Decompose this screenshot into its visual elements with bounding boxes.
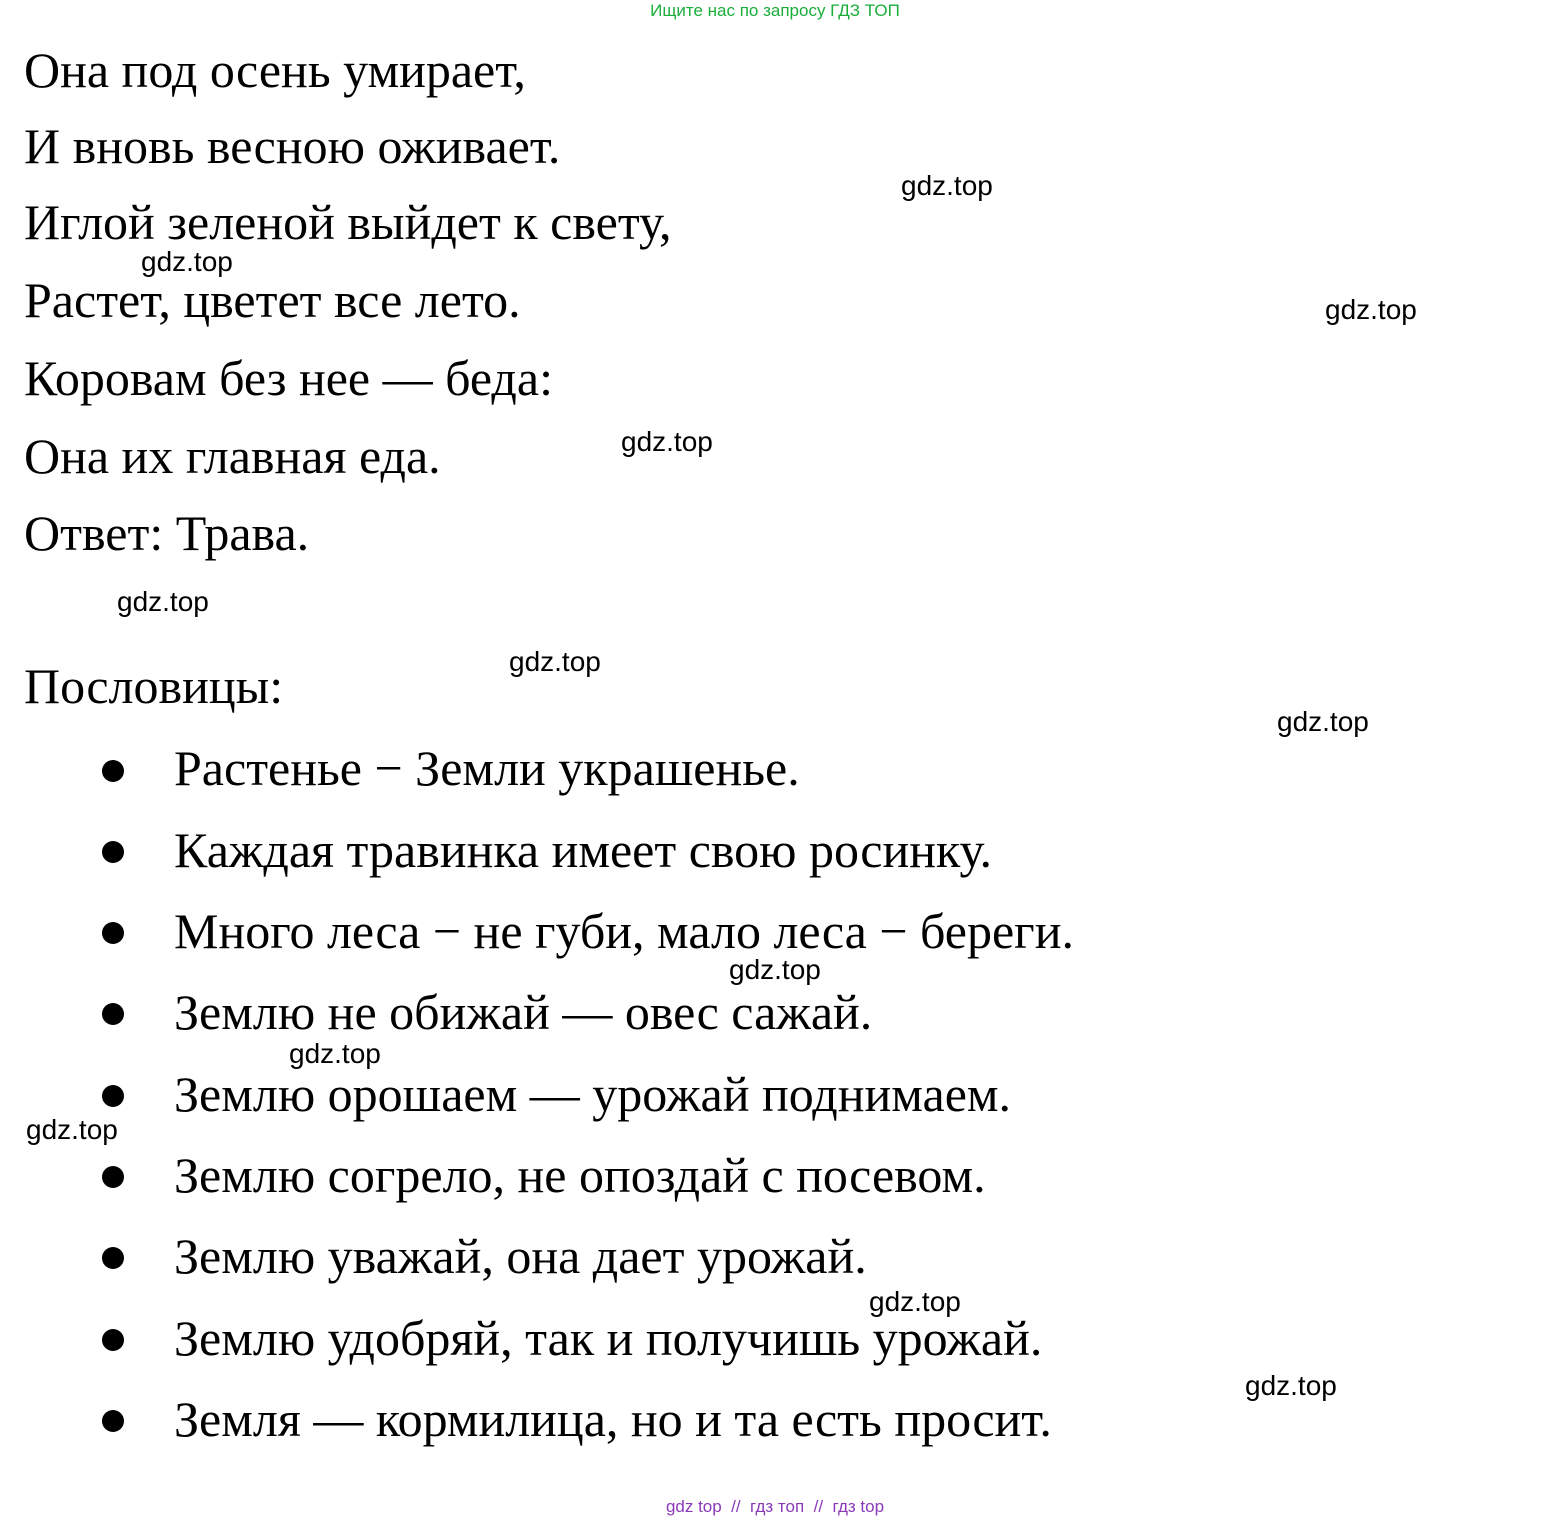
watermark: gdz.top	[1245, 1370, 1337, 1401]
watermark: gdz.top	[141, 246, 233, 277]
bullet-5	[102, 1085, 124, 1107]
proverb-2: Каждая травинка имеет свою росинку.	[174, 822, 993, 878]
watermark: gdz.top	[1277, 706, 1369, 737]
proverb-5: Землю орошаем — урожай поднимаем.	[174, 1066, 1012, 1122]
proverbs-heading: Пословицы:	[24, 658, 284, 714]
proverb-6: Землю согрело, не опоздай с посевом.	[174, 1147, 986, 1203]
watermark: gdz.top	[289, 1038, 381, 1069]
proverb-8: Землю удобряй, так и получишь урожай.	[174, 1310, 1043, 1366]
poem-line-6: Она их главная еда.	[24, 428, 441, 484]
watermark: gdz.top	[26, 1114, 118, 1145]
watermark: gdz.top	[117, 586, 209, 617]
watermark: gdz.top	[509, 646, 601, 677]
bullet-1	[102, 760, 124, 782]
bullet-8	[102, 1329, 124, 1351]
poem-line-5: Коровам без нее — беда:	[24, 350, 553, 406]
proverb-1: Растенье − Земли украшенье.	[174, 740, 800, 796]
top-banner: Ищите нас по запросу ГДЗ ТОП	[650, 1, 900, 20]
watermark: gdz.top	[1325, 294, 1417, 325]
answer-line: Ответ: Трава.	[24, 505, 310, 561]
watermark: gdz.top	[869, 1286, 961, 1317]
watermark: gdz.top	[621, 426, 713, 457]
poem-line-1: Она под осень умирает,	[24, 42, 526, 98]
poem-line-4: Растет, цветет все лето.	[24, 272, 521, 328]
watermark: gdz.top	[901, 170, 993, 201]
proverb-7: Землю уважай, она дает урожай.	[174, 1228, 867, 1284]
watermark: gdz.top	[729, 954, 821, 985]
proverb-4: Землю не обижай — овес сажай.	[174, 984, 873, 1040]
footer-links: gdz top // гдз топ // гдз top	[665, 1497, 885, 1516]
bullet-7	[102, 1247, 124, 1269]
proverb-3: Много леса − не губи, мало леса − береги.	[174, 903, 1074, 959]
bullet-6	[102, 1166, 124, 1188]
bullet-4	[102, 1003, 124, 1025]
bullet-2	[102, 841, 124, 863]
bullet-9	[102, 1410, 124, 1432]
bullet-3	[102, 922, 124, 944]
poem-line-3: Иглой зеленой выйдет к свету,	[24, 194, 672, 250]
proverb-9: Земля — кормилица, но и та есть просит.	[174, 1391, 1052, 1447]
poem-line-2: И вновь весною оживает.	[24, 118, 561, 174]
